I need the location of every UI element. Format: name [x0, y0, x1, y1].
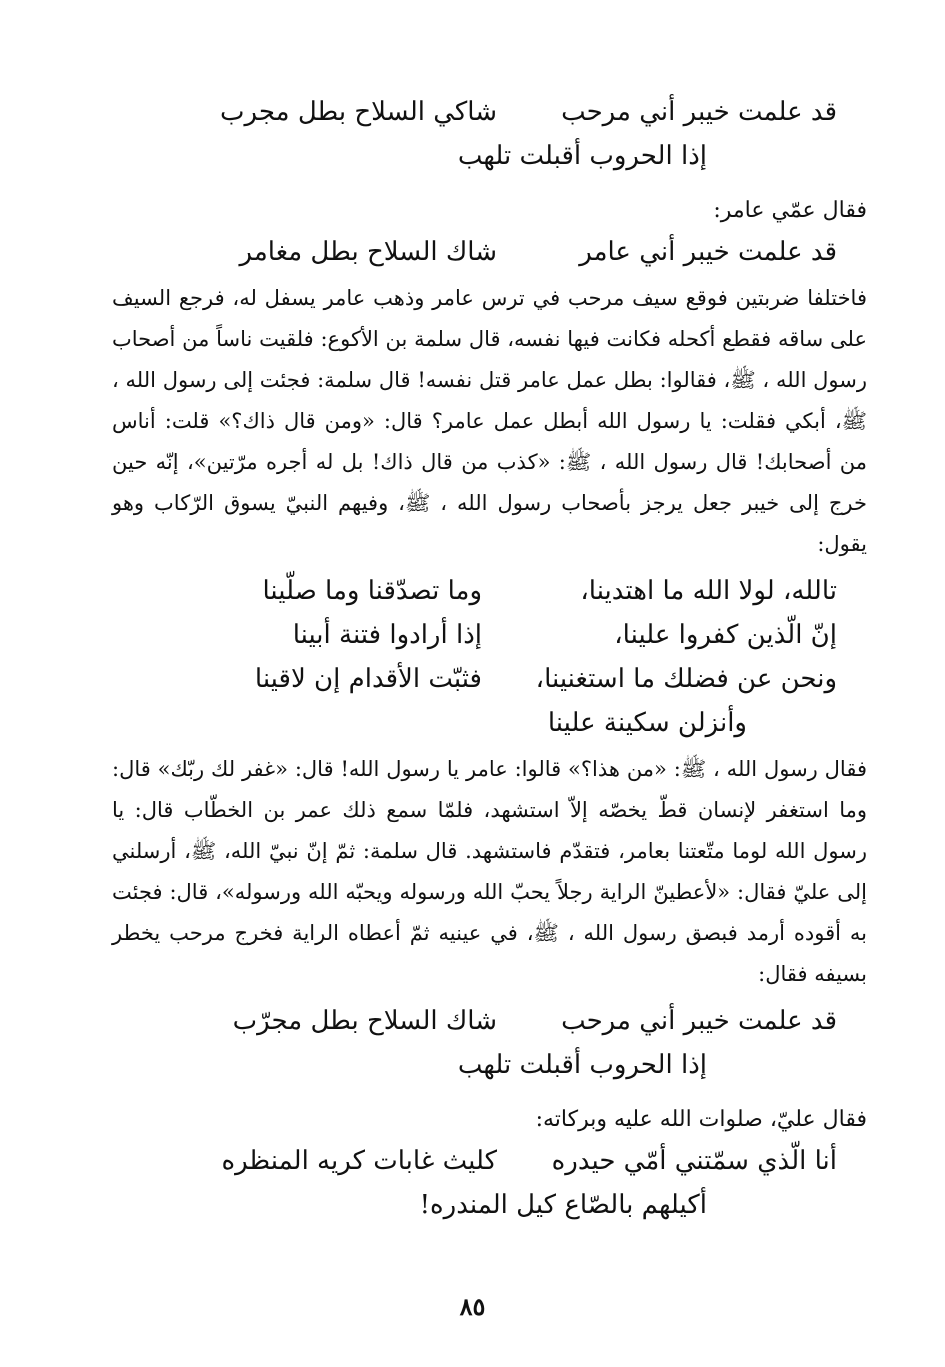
poem-marhab-verse-repeat	[112, 999, 867, 1043]
hemistich: تالله، لولا الله ما اهتدينا،	[580, 576, 837, 606]
poem-rajaz-line	[112, 613, 867, 657]
intro-ali: فقال عليّ، صلوات الله عليه وبركاته:	[535, 1107, 867, 1132]
hemistich: وما تصدّقنا وما صلّينا	[262, 576, 482, 606]
hemistich: ونحن عن فضلك ما استغنينا،	[535, 664, 837, 694]
hemistich: كليث غابات كريه المنظره	[221, 1146, 497, 1176]
poem-amir-verse	[112, 230, 867, 274]
hemistich: إذا أرادوا فتنة أبينا	[292, 620, 482, 650]
poem-marhab-repeat-second-line: إذا الحروب أقبلت تلهب	[457, 1050, 707, 1080]
hemistich: فثبّت الأقدام إن لاقينا	[254, 664, 482, 694]
hemistich: شاك السلاح بطل مغامر	[239, 237, 497, 267]
poem-ali-verse	[112, 1139, 867, 1183]
hemistich: شاك السلاح بطل مجرّب	[232, 1006, 497, 1036]
poem-rajaz	[112, 569, 867, 745]
hemistich: قد علمت خيبر أني مرحب	[561, 97, 837, 127]
hemistich: قد علمت خيبر أني عامر	[579, 237, 837, 267]
poem-rajaz-line	[112, 569, 867, 613]
hemistich: شاكي السلاح بطل مجرب	[220, 97, 497, 127]
hemistich: قد علمت خيبر أني مرحب	[561, 1006, 837, 1036]
hemistich: إنّ الّذين كفروا علينا،	[614, 620, 837, 650]
hemistich: أنا الّذي سمّتني أمّي حيدره	[551, 1146, 837, 1176]
page-body	[112, 90, 867, 1227]
poem-rajaz-closing: وأنزلن سكينة علينا	[547, 708, 747, 738]
paragraph-ali-banner: فقال رسول الله ، ﷺ: «من هذا؟» قالوا: عامر يا رسول الله! قال: «غفر لك ربّك» قال: وما استغفر لإنسان قطّ يخصّه إلاّ استشهد، فلمّا سمع ذلك عمر بن الخطّاب قال: يا رسول الله لوما متّعتنا بعامر، فتقدّم فاستشهد. قال سلمة: ثمّ إنّ نبيّ الله، ﷺ، أرسلني إلى عليّ فقال: «لأعطينّ الراية رجلاً يحبّ الله ورسوله ويحبّه الله ورسوله»، قال: فجئت به أقوده أرمد فبصق رسول الله ، ﷺ، في عينيه ثمّ أعطاه الراية فخرج مرحب يخطر بسيفه فقال:	[112, 757, 867, 986]
poem-rajaz-line	[112, 657, 867, 701]
paragraph-salama-account: فاختلفا ضربتين فوقع سيف مرحب في ترس عامر وذهب عامر يسفل له، فرجع السيف على ساقه فقطع أكحله فكانت فيها نفسه، قال سلمة بن الأكوع: فلقيت ناساً من أصحاب رسول الله ، ﷺ، فقالوا: بطل عمل عامر قتل نفسه! قال سلمة: فجئت إلى رسول الله ، ﷺ، أبكي فقلت: يا رسول الله أبطل عمل عامر؟ قال: «ومن قال ذاك؟» قلت: أناس من أصحابك! قال رسول الله ، ﷺ: «كذب من قال ذاك! بل له أجره مرّتين»، إنّه حين خرج إلى خيبر جعل يرجز بأصحاب رسول الله ، ﷺ، وفيهم النبيّ يسوق الرّكاب وهو يقول:	[112, 286, 867, 556]
poem-marhab-verse	[112, 90, 867, 134]
poem-ali-second-line: أكيلهم بالصّاع كيل المندره!	[419, 1190, 707, 1220]
page-number: ٨٥	[459, 1292, 486, 1321]
poem-marhab-second-line: إذا الحروب أقبلت تلهب	[457, 141, 707, 171]
intro-amir: فقال عمّي عامر:	[713, 198, 867, 223]
